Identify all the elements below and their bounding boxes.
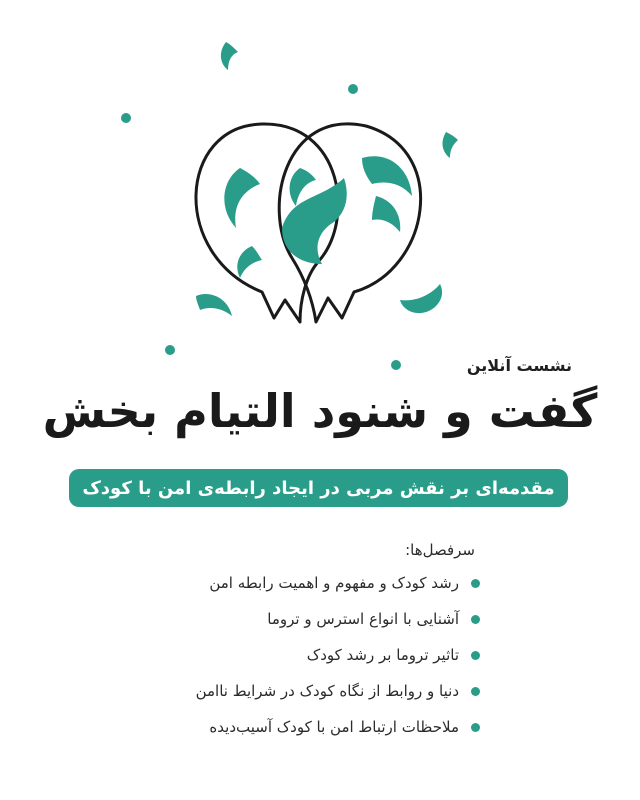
chapter-text: تاثیر تروما بر رشد کودک	[306, 646, 459, 664]
list-item	[196, 601, 480, 637]
bullet-icon	[471, 687, 480, 696]
event-type-label: نشست آنلاین	[466, 356, 572, 375]
chapter-text: ملاحظات ارتباط امن با کودک آسیب‌دیده	[209, 718, 459, 736]
leaf-icon	[362, 156, 412, 196]
dot-icon	[348, 84, 358, 94]
leaf-icon	[196, 294, 232, 316]
speech-bubbles-illustration	[0, 0, 640, 380]
leaf-icon	[237, 246, 262, 278]
leaf-icon	[372, 196, 400, 232]
dot-icon	[165, 345, 175, 355]
subtitle-banner: مقدمه‌ای بر نقش مربی در ایجاد رابطه‌ی امن با کودک	[69, 469, 568, 507]
dot-icon	[121, 113, 131, 123]
leaf-icon	[221, 42, 238, 70]
bullet-icon	[471, 579, 480, 588]
leaf-icon	[400, 284, 442, 313]
bullet-icon	[471, 651, 480, 660]
list-item	[196, 673, 480, 709]
bullet-icon	[471, 723, 480, 732]
page-title: گفت و شنود التیام بخش	[42, 384, 598, 438]
leaf-icon	[443, 132, 458, 158]
list-item	[196, 637, 480, 673]
leaf-icon	[224, 168, 260, 228]
list-item	[196, 565, 480, 601]
chapter-list	[196, 565, 480, 745]
dot-icon	[391, 360, 401, 370]
chapter-text: آشنایی با انواع استرس و تروما	[267, 610, 459, 628]
bullet-icon	[471, 615, 480, 624]
chapter-text: رشد کودک و مفهوم و اهمیت رابطه امن	[209, 574, 459, 592]
chapter-text: دنیا و روابط از نگاه کودک در شرایط ناامن	[195, 682, 459, 700]
list-item	[196, 709, 480, 745]
chapters-heading: سرفصل‌ها:	[405, 541, 475, 559]
